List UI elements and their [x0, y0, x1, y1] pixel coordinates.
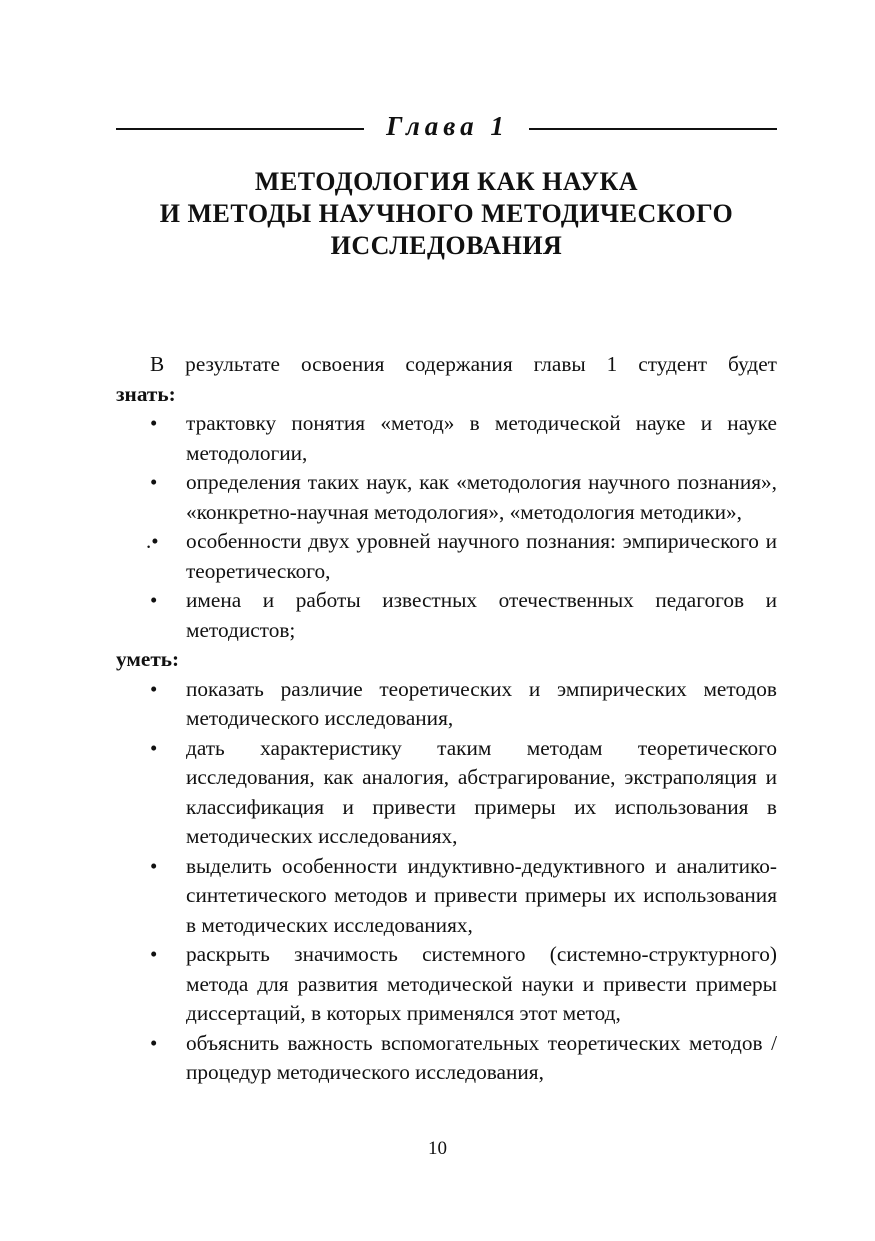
can-item: [116, 675, 777, 734]
know-item: [116, 586, 777, 645]
can-item-text: показать различие теоретических и эмпирических методов методического исследования,: [186, 676, 777, 730]
know-label: знать:: [116, 381, 176, 406]
chapter-heading: [116, 104, 777, 148]
can-item: [116, 734, 777, 852]
know-item-text: особенности двух уровней научного познания: эмпирического и теоретического,: [186, 529, 777, 583]
bullet-icon: •: [150, 411, 158, 435]
right-rule: [529, 128, 777, 130]
intro-paragraph: В результате освоения содержания главы 1 студент будет: [150, 352, 777, 376]
know-item: [116, 527, 777, 586]
know-item-text: имена и работы известных отечественных педагогов и методистов;: [186, 588, 777, 642]
chapter-title-line: ИССЛЕДОВАНИЯ: [330, 231, 563, 260]
know-list: [116, 409, 777, 645]
body-text: [116, 350, 777, 1088]
bullet-icon: •: [150, 676, 158, 701]
can-item-text: раскрыть значимость системного (системно-структурного) метода для развития методической науки и привести примеры диссертаций, в которых применялся этот метод,: [186, 942, 777, 1025]
left-rule: [116, 128, 364, 130]
know-item-text: трактовку понятия «метод» в методической науке и науке методологии,: [186, 411, 777, 465]
can-item-text: выделить особенности индуктивно-дедуктивного и аналитико-синтетического методов и привести примеры их использования в методических исследованиях,: [186, 853, 777, 937]
can-item: [116, 1029, 777, 1088]
bullet-icon: •: [150, 470, 158, 494]
bullet-icon: •: [150, 942, 158, 966]
bullet-icon: •: [150, 1030, 158, 1055]
can-list: [116, 675, 777, 1088]
bullet-icon: •: [150, 735, 158, 760]
know-item-text: определения таких наук, как «методология научного познания», «конкретно-научная методология», «методология методики»,: [186, 470, 777, 524]
chapter-label: Глава 1: [386, 110, 509, 141]
can-item-text: дать характеристику таким методам теоретического исследования, как аналогия, абстрагирование, экстраполяция и классификация и привести примеры их использования в методических исследованиях,: [186, 735, 777, 848]
bullet-icon: .•: [146, 529, 159, 553]
bullet-icon: •: [150, 588, 158, 612]
bullet-icon: •: [150, 853, 158, 878]
chapter-title-line: МЕТОДОЛОГИЯ КАК НАУКА: [254, 167, 639, 196]
chapter-title-line: И МЕТОДЫ НАУЧНОГО МЕТОДИЧЕСКОГО: [159, 199, 734, 228]
know-item: [116, 409, 777, 468]
can-item: [116, 940, 777, 1029]
can-item: [116, 852, 777, 941]
chapter-title: [116, 166, 777, 262]
can-item-text: объяснить важность вспомогательных теоретических методов / процедур методического исследования,: [186, 1030, 777, 1084]
know-item: [116, 468, 777, 527]
page-number: 10: [428, 1138, 447, 1159]
can-label: уметь:: [116, 647, 180, 671]
